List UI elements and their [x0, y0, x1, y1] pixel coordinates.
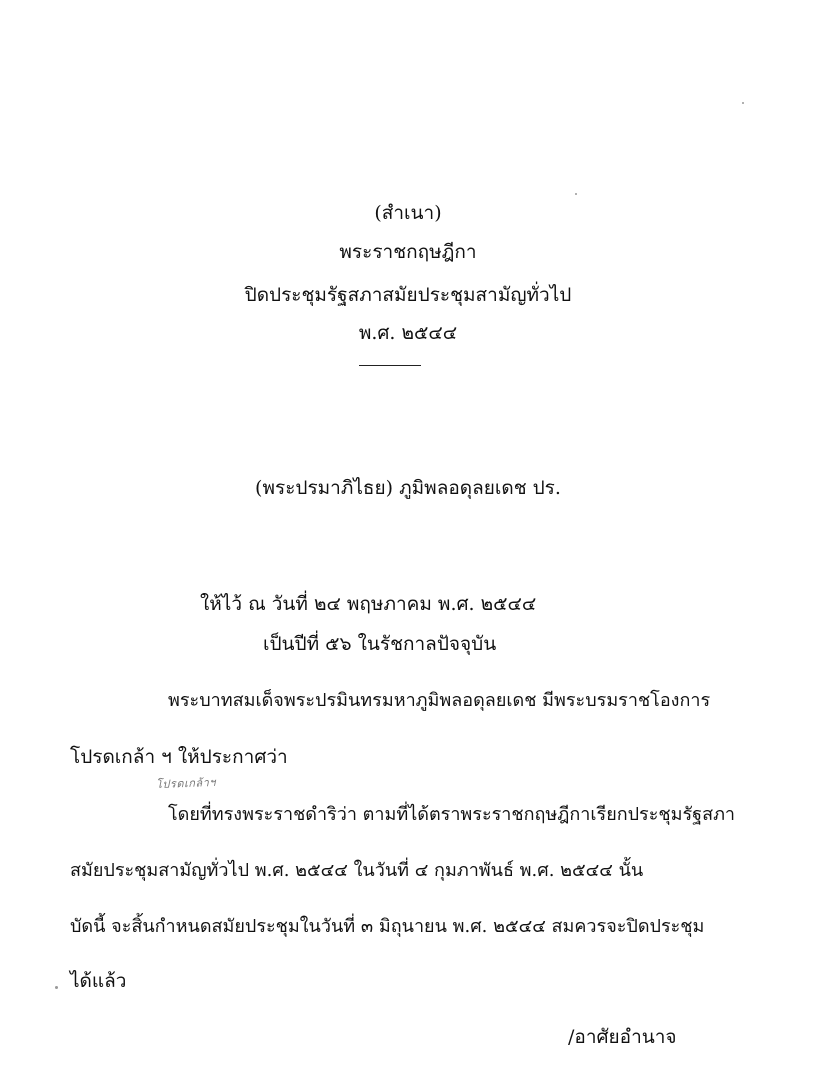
header-divider — [359, 365, 421, 366]
document-year: พ.ศ. ๒๕๔๔ — [358, 322, 458, 344]
scan-speck — [575, 193, 577, 195]
document-subject: ปิดประชุมรัฐสภาสมัยประชุมสามัญทั่วไป — [244, 284, 572, 306]
royal-signature: (พระปรมาภิไธย) ภูมิพลอดุลยเดช ปร. — [255, 477, 561, 499]
body-para2-line3: บัดนี้ จะสิ้นกำหนดสมัยประชุมในวันที่ ๓ มิถุนายน พ.ศ. ๒๕๔๔ สมควรจะปิดประชุม — [70, 916, 705, 937]
scan-speck — [742, 102, 744, 104]
body-para2-line1: โดยที่ทรงพระราชดำริว่า ตามที่ได้ตราพระราชกฤษฎีกาเรียกประชุมรัฐสภา — [168, 804, 736, 825]
copy-label: (สำเนา) — [374, 202, 442, 224]
continuation-marker: /อาศัยอำนาจ — [568, 1026, 677, 1048]
reign-year: เป็นปีที่ ๕๖ ในรัชกาลปัจจุบัน — [263, 633, 497, 655]
body-para2-line2: สมัยประชุมสามัญทั่วไป พ.ศ. ๒๕๔๔ ในวันที่ ๔ กุมภาพันธ์ พ.ศ. ๒๕๔๔ นั้น — [70, 860, 644, 881]
body-para2-line4: ได้แล้ว — [70, 970, 127, 992]
document-type: พระราชกฤษฎีกา — [339, 241, 477, 263]
given-date: ให้ไว้ ณ วันที่ ๒๔ พฤษภาคม พ.ศ. ๒๕๔๔ — [200, 593, 537, 615]
handwritten-note: โปรดเกล้าฯ — [155, 775, 217, 792]
body-para1-line1: พระบาทสมเด็จพระปรมินทรมหาภูมิพลอดุลยเดช มีพระบรมราชโองการ — [168, 690, 711, 711]
scan-speck — [55, 986, 58, 989]
body-para1-line2: โปรดเกล้า ฯ ให้ประกาศว่า — [70, 746, 288, 768]
